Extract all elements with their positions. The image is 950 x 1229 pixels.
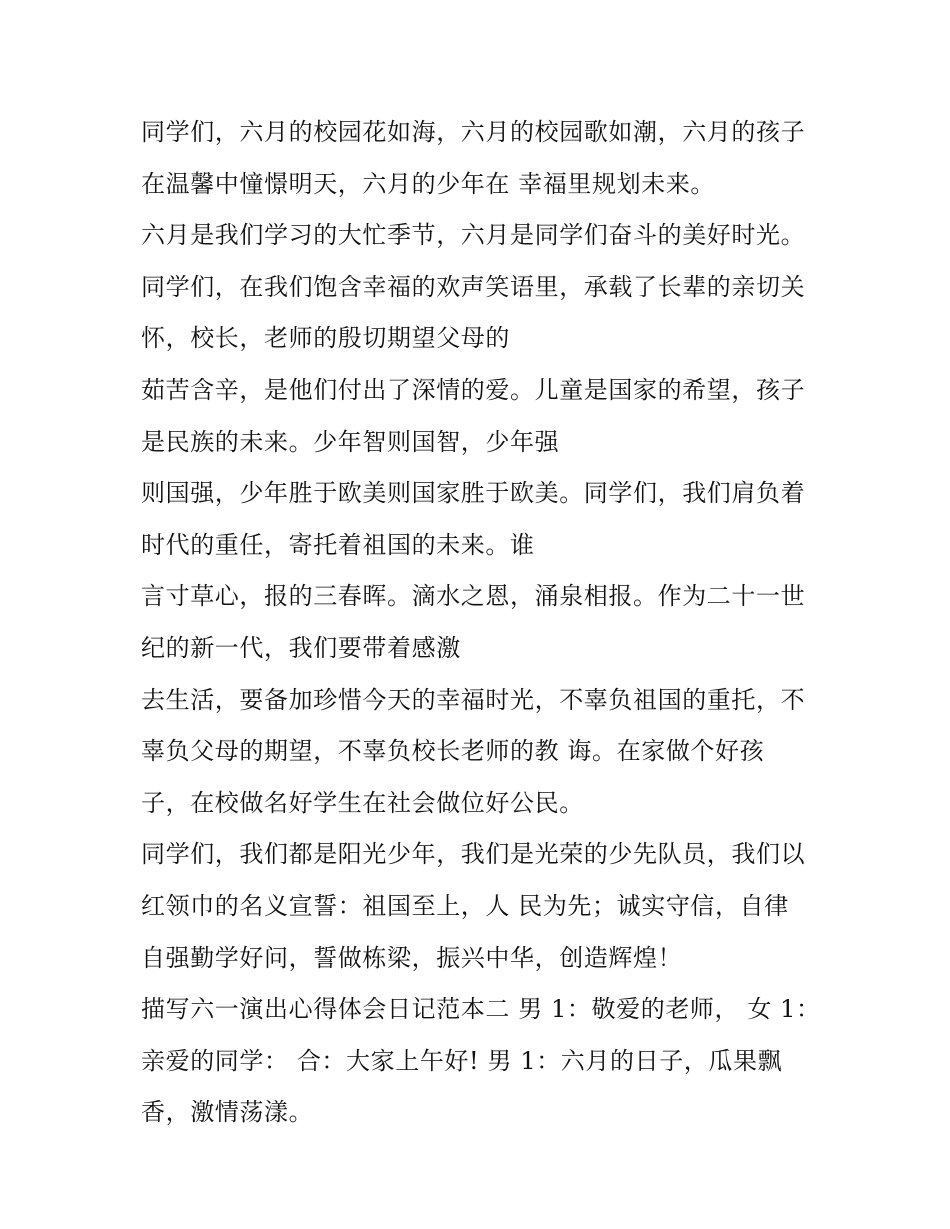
text-line: 时代的重任，寄托着祖国的未来。谁 — [141, 530, 535, 559]
text-line: 则国强，少年胜于欧美则国家胜于欧美。同学们，我们肩负着 — [141, 479, 806, 508]
text-line: 描写六一演出心得体会日记范本二 男 1：敬爱的老师， 女 1： — [141, 995, 821, 1024]
text-line: 自强勤学好问，誓做栋梁，振兴中华，创造辉煌！ — [141, 943, 683, 972]
text-line: 香，激情荡漾。 — [141, 1098, 314, 1127]
text-line: 亲爱的同学： 合：大家上午好! 男 1：六月的日子，瓜果飘 — [141, 1046, 783, 1075]
text-line: 在温馨中憧憬明天，六月的少年在 幸福里规划未来。 — [141, 169, 716, 198]
text-line: 六月是我们学习的大忙季节，六月是同学们奋斗的美好时光。 — [141, 221, 806, 250]
document-body — [141, 107, 821, 1139]
text-line: 同学们，六月的校园花如海，六月的校园歌如潮，六月的孩子 — [141, 118, 806, 146]
text-line: 同学们，在我们饱含幸福的欢声笑语里，承载了长辈的亲切关 — [141, 272, 806, 301]
text-line: 红领巾的名义宣誓：祖国至上，人 民为先；诚实守信，自律 — [141, 891, 789, 920]
text-line: 是民族的未来。少年智则国智，少年强 — [141, 427, 560, 456]
text-line: 纪的新一代，我们要带着感激 — [141, 633, 461, 662]
text-line: 去生活，要备加珍惜今天的幸福时光，不辜负祖国的重托，不 — [141, 685, 806, 714]
text-line: 子，在校做名好学生在社会做位好公民。 — [141, 788, 584, 817]
text-line: 言寸草心，报的三春晖。滴水之恩，涌泉相报。作为二十一世 — [141, 582, 806, 611]
text-line: 茹苦含辛，是他们付出了深情的爱。儿童是国家的希望，孩子 — [141, 375, 806, 404]
text-line: 怀，校长，老师的殷切期望父母的 — [141, 324, 510, 353]
text-line: 同学们，我们都是阳光少年，我们是光荣的少先队员，我们以 — [141, 840, 806, 869]
text-line: 辜负父母的期望，不辜负校长老师的教 诲。在家做个好孩 — [141, 737, 765, 766]
